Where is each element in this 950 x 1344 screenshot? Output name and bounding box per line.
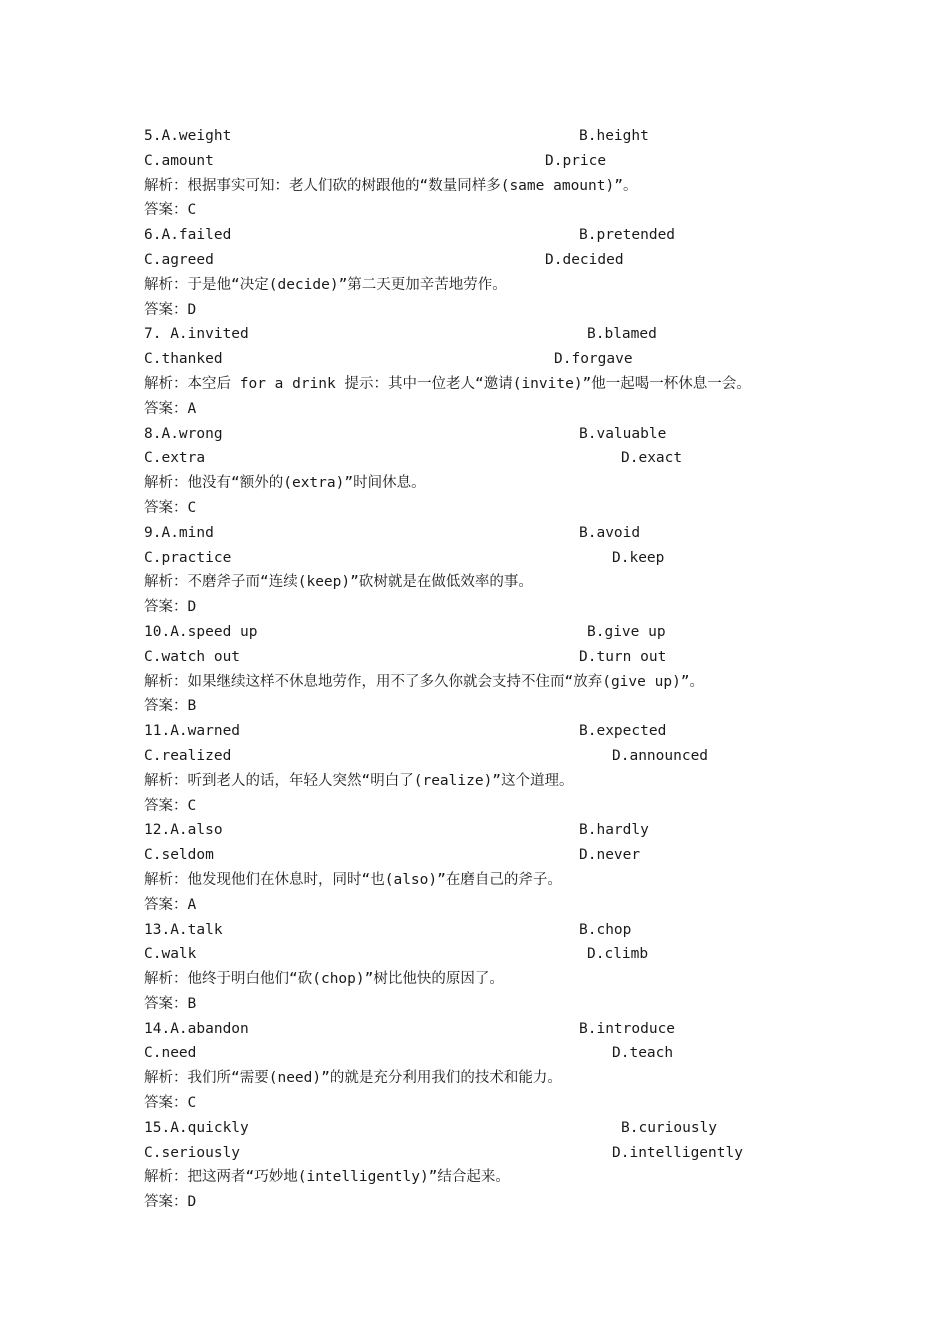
option-row-cd xyxy=(144,843,824,868)
analysis-text: 解析：本空后 for a drink 提示：其中一位老人“邀请(invite)”他一起喝一杯休息一会。 xyxy=(144,375,751,392)
option-a: 9.A.mind xyxy=(144,524,214,541)
option-row-ab xyxy=(144,818,824,843)
option-c: C.seldom xyxy=(144,847,214,864)
option-b: B.introduce xyxy=(579,1020,676,1037)
option-b: B.avoid xyxy=(579,524,641,541)
analysis-text: 解析：听到老人的话，年轻人突然“明白了(realize)”这个道理。 xyxy=(144,772,574,789)
option-c: C.seriously xyxy=(144,1144,241,1161)
option-row-ab xyxy=(144,322,824,347)
analysis-line xyxy=(144,471,824,496)
answer-line xyxy=(144,595,824,620)
analysis-text: 解析：他发现他们在休息时，同时“也(also)”在磨自己的斧子。 xyxy=(144,871,562,888)
option-row-cd xyxy=(144,149,824,174)
analysis-line xyxy=(144,868,824,893)
option-c: C.thanked xyxy=(144,351,223,368)
answer-text: 答案：D xyxy=(144,1194,197,1211)
option-c: C.amount xyxy=(144,152,214,169)
answer-text: 答案：A xyxy=(144,400,197,417)
option-b: B.curiously xyxy=(621,1119,718,1136)
option-b: B.hardly xyxy=(579,822,649,839)
answer-text: 答案：C xyxy=(144,499,197,516)
option-d: D.teach xyxy=(612,1045,674,1062)
option-row-cd xyxy=(144,744,824,769)
option-b: B.give up xyxy=(587,623,666,640)
option-a: 10.A.speed up xyxy=(144,623,258,640)
option-row-cd xyxy=(144,546,824,571)
option-row-cd xyxy=(144,645,824,670)
option-a: 14.A.abandon xyxy=(144,1020,249,1037)
option-c: C.realized xyxy=(144,747,232,764)
option-row-ab xyxy=(144,719,824,744)
option-a: 5.A.weight xyxy=(144,128,232,144)
analysis-line xyxy=(144,967,824,992)
option-d: D.announced xyxy=(612,747,709,764)
analysis-line xyxy=(144,372,824,397)
answer-text: 答案：B xyxy=(144,995,197,1012)
answer-line xyxy=(144,893,824,918)
analysis-text: 解析：于是他“决定(decide)”第二天更加辛苦地劳作。 xyxy=(144,276,507,293)
option-row-ab xyxy=(144,918,824,943)
answer-line xyxy=(144,397,824,422)
answer-line xyxy=(144,298,824,323)
analysis-text: 解析：他终于明白他们“砍(chop)”树比他快的原因了。 xyxy=(144,971,504,988)
analysis-line xyxy=(144,570,824,595)
analysis-text: 解析：他没有“额外的(extra)”时间休息。 xyxy=(144,475,426,492)
answer-line xyxy=(144,198,824,223)
analysis-text: 解析：根据事实可知：老人们砍的树跟他的“数量同样多(same amount)”。 xyxy=(144,177,638,194)
option-d: D.forgave xyxy=(554,351,633,368)
option-b: B.height xyxy=(579,128,649,144)
option-row-cd xyxy=(144,1141,824,1166)
answer-text: 答案：D xyxy=(144,599,197,616)
option-row-cd xyxy=(144,446,824,471)
analysis-line xyxy=(144,174,824,199)
answer-line xyxy=(144,794,824,819)
option-d: D.decided xyxy=(545,251,624,268)
option-a: 7. A.invited xyxy=(144,326,249,343)
option-b: B.chop xyxy=(579,921,632,938)
option-d: D.intelligently xyxy=(612,1144,743,1161)
option-row-ab xyxy=(144,521,824,546)
option-c: C.agreed xyxy=(144,251,214,268)
option-a: 13.A.talk xyxy=(144,921,223,938)
option-row-cd xyxy=(144,347,824,372)
option-b: B.expected xyxy=(579,723,667,740)
analysis-text: 解析：把这两者“巧妙地(intelligently)”结合起来。 xyxy=(144,1169,510,1186)
answer-text: 答案：C xyxy=(144,797,197,814)
analysis-line xyxy=(144,1165,824,1190)
option-d: D.turn out xyxy=(579,648,667,665)
option-c: C.practice xyxy=(144,549,232,566)
answer-text: 答案：B xyxy=(144,698,197,715)
answer-key-content xyxy=(144,124,824,1215)
analysis-line xyxy=(144,1066,824,1091)
option-d: D.keep xyxy=(612,549,665,566)
analysis-text: 解析：我们所“需要(need)”的就是充分利用我们的技术和能力。 xyxy=(144,1070,562,1087)
option-row-ab xyxy=(144,620,824,645)
option-a: 12.A.also xyxy=(144,822,223,839)
option-row-cd xyxy=(144,942,824,967)
option-a: 8.A.wrong xyxy=(144,425,223,442)
option-c: C.extra xyxy=(144,450,206,467)
answer-line xyxy=(144,694,824,719)
option-d: D.exact xyxy=(621,450,683,467)
option-d: D.never xyxy=(579,847,641,864)
analysis-line xyxy=(144,769,824,794)
answer-text: 答案：C xyxy=(144,1095,197,1112)
answer-text: 答案：A xyxy=(144,896,197,913)
option-b: B.blamed xyxy=(587,326,657,343)
option-row-ab xyxy=(144,223,824,248)
option-row-ab xyxy=(144,124,824,149)
answer-text: 答案：D xyxy=(144,301,197,318)
option-row-cd xyxy=(144,1041,824,1066)
answer-line xyxy=(144,992,824,1017)
answer-line xyxy=(144,496,824,521)
option-b: B.valuable xyxy=(579,425,667,442)
analysis-line xyxy=(144,273,824,298)
analysis-line xyxy=(144,670,824,695)
option-b: B.pretended xyxy=(579,227,676,244)
analysis-text: 解析：如果继续这样不休息地劳作，用不了多久你就会支持不住而“放弃(give up)”。 xyxy=(144,673,705,690)
option-a: 11.A.warned xyxy=(144,723,241,740)
option-a: 6.A.failed xyxy=(144,227,232,244)
option-row-ab xyxy=(144,422,824,447)
answer-text: 答案：C xyxy=(144,202,197,219)
option-c: C.walk xyxy=(144,946,197,963)
option-row-ab xyxy=(144,1017,824,1042)
option-d: D.price xyxy=(545,152,607,169)
option-d: D.climb xyxy=(587,946,649,963)
option-a: 15.A.quickly xyxy=(144,1119,249,1136)
answer-line xyxy=(144,1091,824,1116)
option-row-cd xyxy=(144,248,824,273)
option-c: C.need xyxy=(144,1045,197,1062)
answer-line xyxy=(144,1190,824,1215)
analysis-text: 解析：不磨斧子而“连续(keep)”砍树就是在做低效率的事。 xyxy=(144,574,533,591)
option-c: C.watch out xyxy=(144,648,241,665)
option-row-ab xyxy=(144,1116,824,1141)
